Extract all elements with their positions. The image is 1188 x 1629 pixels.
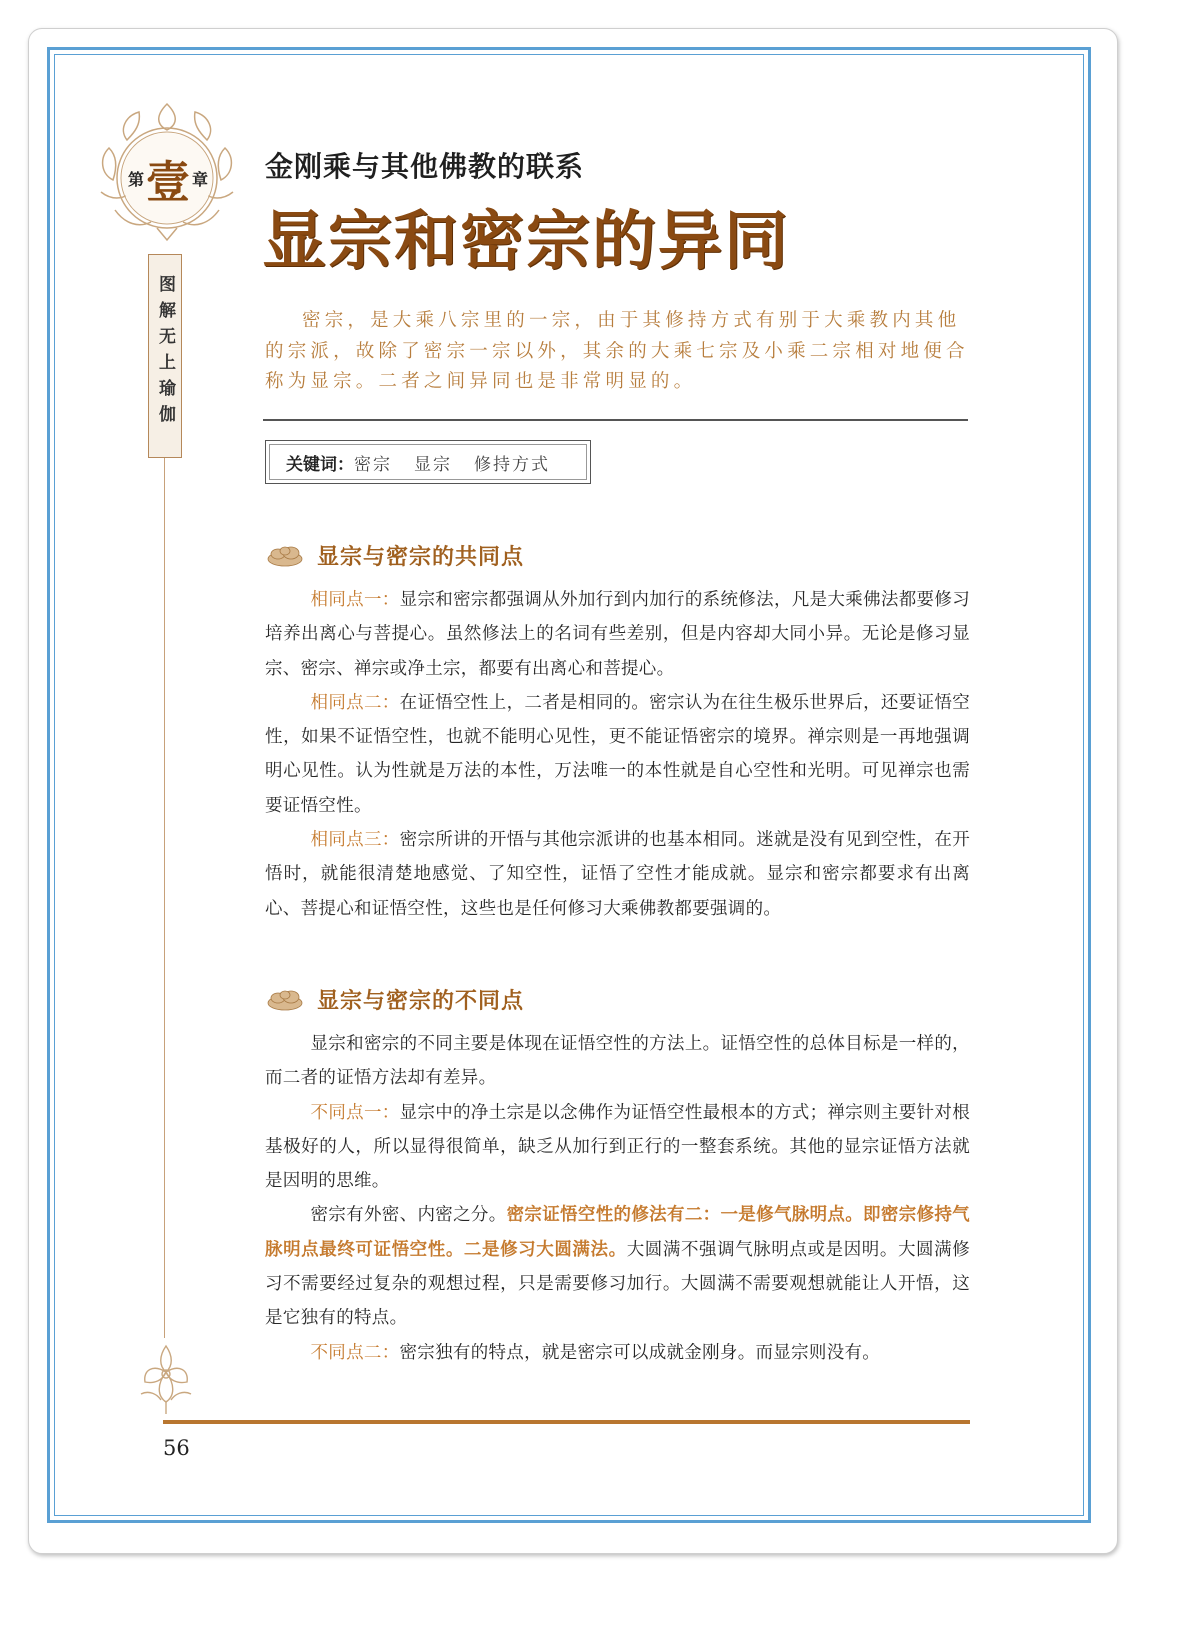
- chapter-number: 壹: [146, 157, 190, 208]
- section-heading-text: 显宗与密宗的共同点: [317, 545, 525, 570]
- section-heading-similarities: [265, 540, 524, 571]
- keyword-item: 显宗: [414, 454, 452, 475]
- body-paragraph: [265, 583, 970, 686]
- keywords-box: [265, 440, 591, 484]
- point-text: 密宗所讲的开悟与其他宗派讲的也基本相同。迷就是没有见到空性，在开悟时，就能很清楚地感觉、了知空性，证悟了空性才能成就。显宗和密宗都要求有出离心、菩提心和证悟空性，这些也是任何修习大乘佛教都要强调的。: [265, 830, 970, 919]
- point-text: 大圆满不强调气脉明点或是因明。大圆满修习不需要经过复杂的观想过程，只是需要修习加行。大圆满不需要观想就能让人开悟，这是它独有的特点。: [265, 1239, 971, 1329]
- point-label: 相同点三：: [310, 830, 400, 851]
- chapter-badge: [122, 132, 214, 224]
- body-paragraph: [265, 1027, 970, 1096]
- body-paragraph: [265, 1336, 970, 1370]
- body-paragraph: [265, 1198, 970, 1335]
- point-text: 密宗有外密、内密之分。: [310, 1205, 507, 1226]
- intro-paragraph: 密宗，是大乘八宗里的一宗，由于其修持方式有别于大乘教内其他的宗派，故除了密宗一宗以外，其余的大乘七宗及小乘二宗相对地便合称为显宗。二者之间异同也是非常明显的。: [265, 310, 969, 392]
- cloud-ornament-icon: [265, 543, 305, 569]
- chapter-subtitle: 金刚乘与其他佛教的联系: [265, 150, 585, 183]
- point-text: 显宗中的净土宗是以念佛作为证悟空性最根本的方式；禅宗则主要针对根基极好的人，所以显得很简单，缺乏从加行到正行的一整套系统。其他的显宗证悟方法就是因明的思维。: [265, 1102, 970, 1192]
- keywords-label: 关键词：: [286, 454, 354, 475]
- section-heading-text: 显宗与密宗的不同点: [317, 989, 525, 1014]
- keyword-item: 密宗: [354, 454, 392, 475]
- section-body-differences: [265, 1027, 970, 1370]
- point-text: 密宗独有的特点，就是密宗可以成就金刚身。而显宗则没有。: [399, 1342, 881, 1363]
- page-title: 显宗和密宗的异同: [262, 204, 790, 279]
- cloud-ornament-icon: [265, 987, 305, 1013]
- highlighted-text: 密宗证悟空性的修法有二：一是修气脉明点。即密宗修持气脉明点最终可证悟空性。二是修习大圆满法。: [265, 1205, 970, 1260]
- point-label: 相同点二：: [310, 692, 400, 713]
- chapter-prefix: 第: [127, 169, 144, 189]
- side-vertical-rule: [164, 458, 165, 1338]
- side-series-label: [148, 254, 182, 458]
- section-body-similarities: [265, 583, 970, 926]
- point-label: 不同点二：: [310, 1342, 400, 1363]
- footer-rule: [163, 1420, 970, 1424]
- point-text: 在证悟空性上，二者是相同的。密宗认为在往生极乐世界后，还要证悟空性，如果不证悟空性，也就不能明心见性，更不能证悟密宗的境界。禅宗则是一再地强调明心见性。认为性就是万法的本性，万法唯一的本性就是自心空性和光明。可见禅宗也需要证悟空性。: [265, 692, 970, 816]
- section-heading-differences: [265, 984, 524, 1015]
- page-number: 56: [163, 1436, 190, 1460]
- body-paragraph: [265, 686, 970, 823]
- keyword-item: 修持方式: [474, 454, 550, 475]
- point-label: 不同点一：: [310, 1102, 400, 1123]
- point-text: 显宗和密宗都强调从外加行到内加行的系统修法，凡是大乘佛法都要修习培养出离心与菩提心。虽然修法上的名词有些差别，但是内容却大同小异。无论是修习显宗、密宗、禅宗或净土宗，都要有出离心和菩提心。: [265, 590, 970, 679]
- point-label: 相同点一：: [310, 590, 400, 610]
- chapter-suffix: 章: [192, 169, 209, 189]
- point-text: 显宗和密宗的不同主要是体现在证悟空性的方法上。证悟空性的总体目标是一样的，而二者的证悟方法却有差异。: [265, 1034, 970, 1089]
- lotus-ornament-icon: [135, 1340, 197, 1416]
- section-divider: [263, 419, 968, 421]
- body-paragraph: [265, 1096, 970, 1199]
- body-paragraph: [265, 823, 970, 926]
- side-label-text: 图解无上瑜伽: [155, 275, 175, 431]
